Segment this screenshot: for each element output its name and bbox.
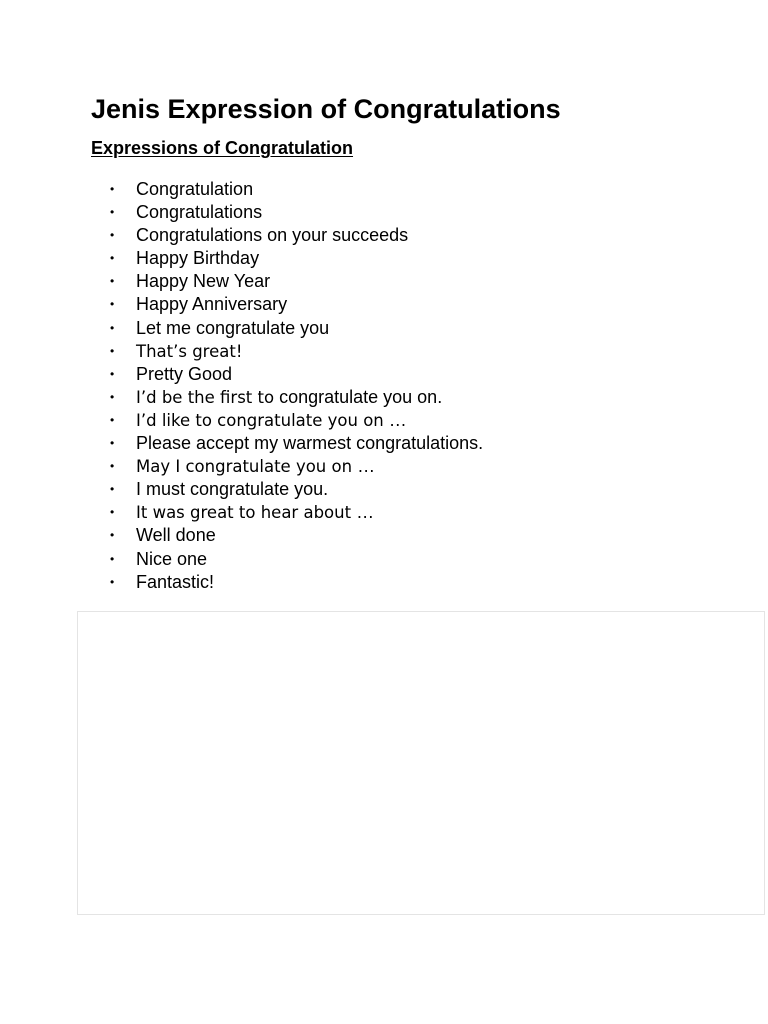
page-title: Jenis Expression of Congratulations bbox=[91, 94, 561, 124]
list-item bbox=[108, 340, 483, 363]
bullet-icon: • bbox=[110, 251, 115, 266]
list-item-bold-text: That’s great! bbox=[136, 341, 243, 361]
list-item bbox=[108, 524, 483, 547]
list-item bbox=[108, 247, 483, 270]
list-item-text: … bbox=[383, 409, 407, 430]
list-item-bold-text: I’d be the first to bbox=[136, 387, 275, 407]
list-item-bold-text: May I congratulate you on bbox=[136, 457, 353, 477]
bullet-icon: • bbox=[110, 320, 115, 335]
list-item-text: Let me congratulate you bbox=[136, 317, 330, 338]
bullet-icon: • bbox=[110, 274, 115, 289]
list-item-bold-text: I’d like to congratulate you on bbox=[136, 410, 384, 430]
list-item-text: Nice one bbox=[136, 548, 208, 569]
list-item-text: I must congratulate you. bbox=[136, 479, 329, 500]
bullet-icon: • bbox=[110, 182, 115, 196]
list-item-text: Congratulation bbox=[136, 179, 254, 199]
list-item-text: Happy New Year bbox=[136, 271, 271, 292]
list-item-text: … bbox=[352, 456, 376, 477]
bullet-icon: • bbox=[110, 505, 115, 520]
list-item-bold-text: It was great to hear about bbox=[136, 503, 352, 523]
list-item bbox=[108, 270, 483, 293]
bullet-icon: • bbox=[110, 389, 115, 404]
list-item bbox=[108, 178, 483, 201]
list-item-text: Fantastic! bbox=[136, 571, 215, 592]
list-item-text: Congratulations bbox=[136, 202, 263, 223]
list-item-text: Pretty Good bbox=[136, 363, 233, 384]
list-item-text: Happy Anniversary bbox=[136, 294, 288, 315]
bullet-icon: • bbox=[110, 228, 115, 243]
expressions-list bbox=[108, 178, 483, 594]
list-item bbox=[108, 201, 483, 224]
bullet-icon: • bbox=[110, 412, 115, 427]
list-item bbox=[108, 224, 483, 247]
bullet-icon: • bbox=[110, 297, 115, 312]
section-heading: Expressions of Congratulation bbox=[91, 138, 354, 158]
list-item bbox=[108, 571, 483, 594]
list-item-text: Congratulations on your succeeds bbox=[136, 225, 409, 246]
list-item bbox=[108, 548, 483, 571]
bullet-icon: • bbox=[110, 551, 115, 566]
list-item bbox=[108, 317, 483, 340]
bullet-icon: • bbox=[110, 482, 115, 497]
bullet-icon: • bbox=[110, 205, 115, 220]
list-item bbox=[108, 455, 483, 478]
list-item bbox=[108, 432, 483, 455]
list-item-text: Happy Birthday bbox=[136, 248, 260, 269]
list-item-text: Please accept my warmest congratulations. bbox=[136, 433, 484, 454]
list-item bbox=[108, 386, 483, 409]
embedded-content-frame bbox=[77, 611, 765, 915]
list-item bbox=[108, 293, 483, 316]
bullet-icon: • bbox=[110, 459, 115, 474]
list-item-text: Well done bbox=[136, 525, 216, 546]
list-item-text: congratulate you on. bbox=[274, 386, 443, 407]
bullet-icon: • bbox=[110, 366, 115, 381]
bullet-icon: • bbox=[110, 343, 115, 358]
bullet-icon: • bbox=[110, 574, 115, 589]
bullet-icon: • bbox=[110, 436, 115, 451]
list-item-text: … bbox=[351, 502, 375, 523]
list-item bbox=[108, 409, 483, 432]
bullet-icon: • bbox=[110, 528, 115, 543]
list-item bbox=[108, 501, 483, 524]
list-item bbox=[108, 363, 483, 386]
list-item bbox=[108, 478, 483, 501]
